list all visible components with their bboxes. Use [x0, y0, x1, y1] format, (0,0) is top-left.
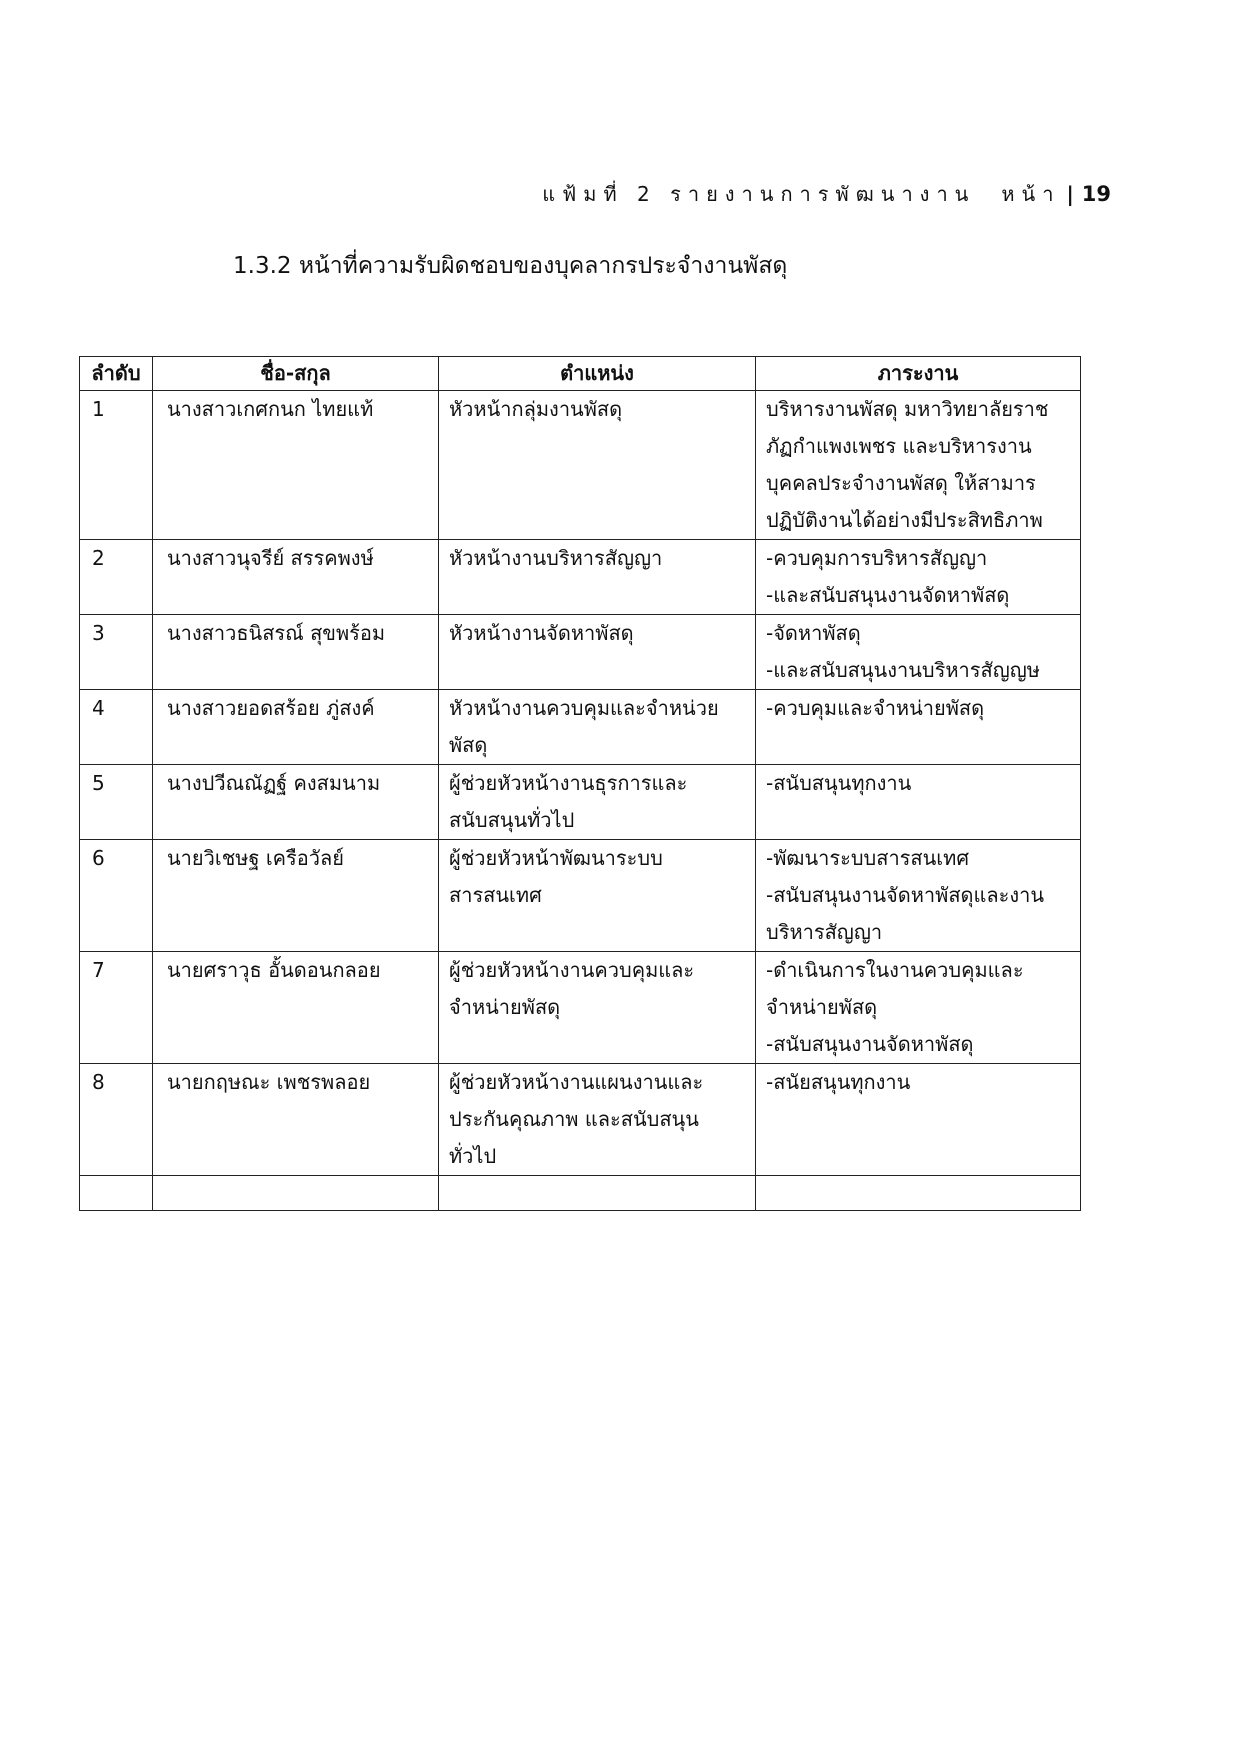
table-row — [80, 1064, 1081, 1176]
person-name: นางสาวยอดสร้อย ภู่สงค์ — [167, 696, 375, 720]
table-row — [80, 765, 1081, 840]
position-cell — [439, 1064, 756, 1176]
position-cell — [439, 540, 756, 615]
name-cell — [153, 540, 439, 615]
table-row — [80, 540, 1081, 615]
order-cell — [80, 391, 153, 540]
position-line: หัวหน้างานบริหารสัญญา — [449, 546, 663, 570]
position-cell — [439, 952, 756, 1064]
duty-line: -ดำเนินการในงานควบคุมและ — [766, 958, 1024, 982]
name-cell — [153, 690, 439, 765]
duty-table-container — [79, 356, 1081, 1211]
person-name: นางสาวนุจรีย์ สรรคพงษ์ — [167, 546, 374, 570]
order-number: 3 — [92, 621, 105, 645]
position-line: ผู้ช่วยหัวหน้าพัฒนาระบบ — [449, 846, 663, 870]
order-cell — [80, 615, 153, 690]
column-header-duties: ภาระงาน — [756, 357, 1081, 391]
table-row — [80, 690, 1081, 765]
table-body — [80, 391, 1081, 1211]
column-header-name: ชื่อ-สกุล — [153, 357, 439, 391]
position-line: ผู้ช่วยหัวหน้างานธุรการและ — [449, 771, 688, 795]
order-cell — [80, 540, 153, 615]
name-cell — [153, 615, 439, 690]
person-name: นายกฤษณะ เพชรพลอย — [167, 1070, 371, 1094]
order-number: 5 — [92, 771, 105, 795]
person-name: นางสาวเกศกนก ไทยแท้ — [167, 397, 374, 421]
position-line: จำหน่ายพัสดุ — [449, 995, 561, 1019]
duty-line: -จัดหาพัสดุ — [766, 621, 861, 645]
duty-line: บริหารงานพัสดุ มหาวิทยาลัยราช — [766, 397, 1049, 421]
position-line: หัวหน้างานจัดหาพัสดุ — [449, 621, 634, 645]
duty-line: -สนัยสนุนทุกงาน — [766, 1070, 911, 1094]
order-number: 6 — [92, 846, 105, 870]
page-header — [542, 178, 1111, 210]
page-number: 19 — [1081, 182, 1111, 206]
position-line: ผู้ช่วยหัวหน้างานแผนงานและ — [449, 1070, 704, 1094]
duties-cell — [756, 840, 1081, 952]
duty-line: บริหารสัญญา — [766, 920, 883, 944]
duty-line: บุคคลประจำงานพัสดุ ให้สามาร — [766, 471, 1036, 495]
position-line: หัวหน้ากลุ่มงานพัสดุ — [449, 397, 623, 421]
order-number: 2 — [92, 546, 105, 570]
table-row-empty — [80, 1176, 1081, 1211]
position-line: พัสดุ — [449, 733, 488, 757]
duty-line: -ควบคุมการบริหารสัญญา — [766, 546, 988, 570]
order-cell — [80, 1064, 153, 1176]
order-number: 7 — [92, 958, 105, 982]
position-cell — [439, 690, 756, 765]
position-line: หัวหน้างานควบคุมและจำหน่วย — [449, 696, 719, 720]
duty-line: -ควบคุมและจำหน่ายพัสดุ — [766, 696, 985, 720]
duties-cell — [756, 615, 1081, 690]
header-separator: | — [1066, 182, 1074, 206]
name-cell — [153, 1064, 439, 1176]
column-header-position: ตำแหน่ง — [439, 357, 756, 391]
document-series-title: แฟ้มที่ 2 รายงานการพัฒนางาน — [542, 182, 976, 206]
person-name: นายศราวุธ อั้นดอนกลอย — [167, 958, 381, 982]
person-name: นางสาวธนิสรณ์ สุขพร้อม — [167, 621, 386, 645]
empty-cell — [439, 1176, 756, 1211]
order-number: 4 — [92, 696, 105, 720]
duties-cell — [756, 391, 1081, 540]
duty-line: จำหน่ายพัสดุ — [766, 995, 878, 1019]
duty-line: -สนับสนุนงานจัดหาพัสดุและงาน — [766, 883, 1045, 907]
section-heading: 1.3.2 หน้าที่ความรับผิดชอบของบุคลากรประจำงานพัสดุ — [233, 253, 788, 279]
position-line: สารสนเทศ — [449, 883, 542, 907]
position-line: ประกันคุณภาพ และสนับสนุน — [449, 1107, 699, 1131]
position-line: ทั่วไป — [449, 1144, 497, 1168]
duty-line: -และสนับสนุนงานบริหารสัญญษ — [766, 658, 1040, 682]
name-cell — [153, 952, 439, 1064]
duties-cell — [756, 540, 1081, 615]
duties-cell — [756, 765, 1081, 840]
table-row — [80, 952, 1081, 1064]
position-cell — [439, 391, 756, 540]
duty-line: ปฏิบัติงานได้อย่างมีประสิทธิภาพ — [766, 508, 1043, 532]
position-cell — [439, 840, 756, 952]
order-cell — [80, 840, 153, 952]
duty-line: -สนับสนุนทุกงาน — [766, 771, 912, 795]
position-line: สนับสนุนทั่วไป — [449, 808, 575, 832]
order-number: 1 — [92, 397, 105, 421]
duty-line: -สนับสนุนงานจัดหาพัสดุ — [766, 1032, 974, 1056]
person-name: นายวิเชษฐ เครือวัลย์ — [167, 846, 345, 870]
page-label: หน้า — [1001, 182, 1061, 206]
empty-cell — [80, 1176, 153, 1211]
name-cell — [153, 765, 439, 840]
order-cell — [80, 952, 153, 1064]
name-cell — [153, 840, 439, 952]
duty-table — [79, 356, 1081, 1211]
person-name: นางปวีณณัฏฐ์ คงสมนาม — [167, 771, 381, 795]
order-number: 8 — [92, 1070, 105, 1094]
duties-cell — [756, 690, 1081, 765]
duties-cell — [756, 1064, 1081, 1176]
table-row — [80, 840, 1081, 952]
duties-cell — [756, 952, 1081, 1064]
empty-cell — [756, 1176, 1081, 1211]
column-header-order: ลำดับ — [80, 357, 153, 391]
table-row — [80, 615, 1081, 690]
position-cell — [439, 765, 756, 840]
order-cell — [80, 765, 153, 840]
empty-cell — [153, 1176, 439, 1211]
position-cell — [439, 615, 756, 690]
duty-line: -และสนับสนุนงานจัดหาพัสดุ — [766, 583, 1010, 607]
duty-line: -พัฒนาระบบสารสนเทศ — [766, 846, 970, 870]
position-line: ผู้ช่วยหัวหน้างานควบคุมและ — [449, 958, 695, 982]
duty-line: ภัฏกำแพงเพชร และบริหารงาน — [766, 434, 1032, 458]
table-header-row — [80, 357, 1081, 391]
table-row — [80, 391, 1081, 540]
name-cell — [153, 391, 439, 540]
order-cell — [80, 690, 153, 765]
